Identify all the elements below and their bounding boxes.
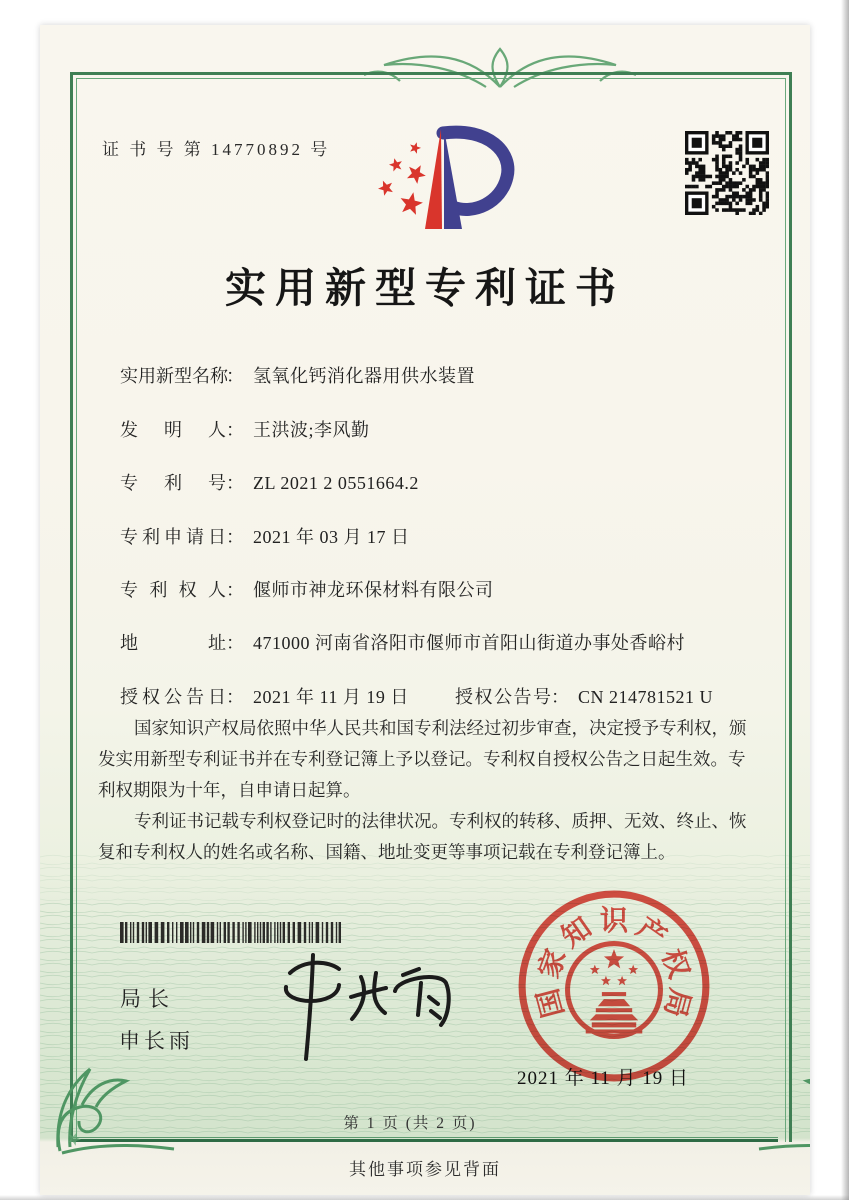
scan-shadow-bottom — [0, 1195, 849, 1200]
svg-text:识: 识 — [599, 905, 629, 937]
field-label: 授权公告号 — [455, 687, 551, 707]
field-label: 地址 — [120, 633, 226, 653]
colon: ： — [226, 633, 244, 653]
svg-text:知: 知 — [556, 912, 598, 954]
certificate-number: 证 书 号 第 14770892 号 — [102, 140, 331, 159]
certificate-title: 实用新型专利证书 — [225, 265, 625, 311]
qr-code-icon — [685, 131, 769, 215]
field-value-grant-number: CN 214781521 U — [578, 687, 714, 707]
colon: ： — [226, 580, 244, 600]
director-name: 申长雨 — [119, 1029, 194, 1053]
field-row-filing-date — [120, 523, 780, 549]
legal-text-block — [98, 713, 756, 868]
cnipa-round-seal — [513, 885, 715, 1087]
colon: ： — [226, 527, 244, 547]
field-label: 专利号 — [120, 473, 226, 493]
svg-text:权: 权 — [655, 945, 695, 983]
cnipa-logo-icon — [363, 125, 523, 245]
field-value-address: 471000 河南省洛阳市偃师市首阳山街道办事处香峪村 — [253, 633, 685, 653]
colon: ： — [226, 687, 244, 707]
field-value-inventors: 王洪波;李风勤 — [253, 420, 370, 440]
field-label: 授权公告日 — [120, 687, 226, 707]
bottom-right-corner-flourish — [756, 1041, 810, 1157]
svg-text:产: 产 — [630, 912, 672, 954]
certificate-page — [40, 25, 810, 1195]
colon: ： — [226, 420, 244, 440]
field-row-address — [120, 629, 780, 655]
colon: ： — [226, 366, 244, 386]
svg-text:国: 国 — [532, 985, 571, 1021]
director-title: 局长 — [120, 987, 176, 1011]
scan-shadow-right — [841, 0, 849, 1200]
field-value-patent-number: ZL 2021 2 0551664.2 — [253, 473, 419, 493]
bottom-rule-thick-line — [72, 1139, 778, 1142]
field-label: 专利申请日 — [120, 527, 226, 547]
svg-text:局: 局 — [657, 985, 696, 1021]
field-pair-grant-number — [455, 683, 713, 709]
legal-paragraph-2: 专利证书记载专利权登记时的法律状况。专利权的转移、质押、无效、终止、恢复和专利权人的姓名或名称、国籍、地址变更等事项记载在专利登记簿上。 — [98, 811, 747, 862]
field-row-patentee — [120, 576, 780, 602]
field-value-patent-name: 氢氧化钙消化器用供水装置 — [253, 366, 475, 386]
field-row-grant — [120, 683, 780, 709]
seal-date: 2021 年 11 月 19 日 — [517, 1068, 690, 1089]
field-label: 实用新型名称 — [120, 366, 228, 386]
colon: ： — [226, 473, 244, 493]
bottom-left-corner-flourish — [52, 1041, 177, 1157]
field-row-name — [120, 362, 780, 388]
legal-paragraph-1: 国家知识产权局依照中华人民共和国专利法经过初步审查，决定授予专利权，颁发实用新型专利证书并在专利登记簿上予以登记。专利权自授权公告之日起生效。专利权期限为十年，自申请日起算。 — [98, 718, 747, 800]
svg-text:家: 家 — [533, 945, 573, 983]
field-value-grant-date: 2021 年 11 月 19 日 — [253, 687, 409, 707]
bottom-edge-rule — [72, 1137, 778, 1142]
field-label: 专利权人 — [120, 580, 226, 600]
page-number: 第 1 页 (共 2 页) — [343, 1115, 477, 1132]
field-row-inventors — [120, 416, 780, 442]
field-value-filing-date: 2021 年 03 月 17 日 — [253, 527, 410, 547]
field-label: 发明人 — [120, 420, 226, 440]
barcode-icon — [120, 922, 344, 943]
bottom-rule-thin-line — [72, 1137, 778, 1138]
director-signature — [245, 943, 480, 1083]
field-value-patentee: 偃师市神龙环保材料有限公司 — [253, 580, 494, 600]
field-row-patent-number — [120, 469, 780, 495]
back-side-note: 其他事项参见背面 — [349, 1160, 501, 1179]
colon: ： — [551, 687, 569, 707]
